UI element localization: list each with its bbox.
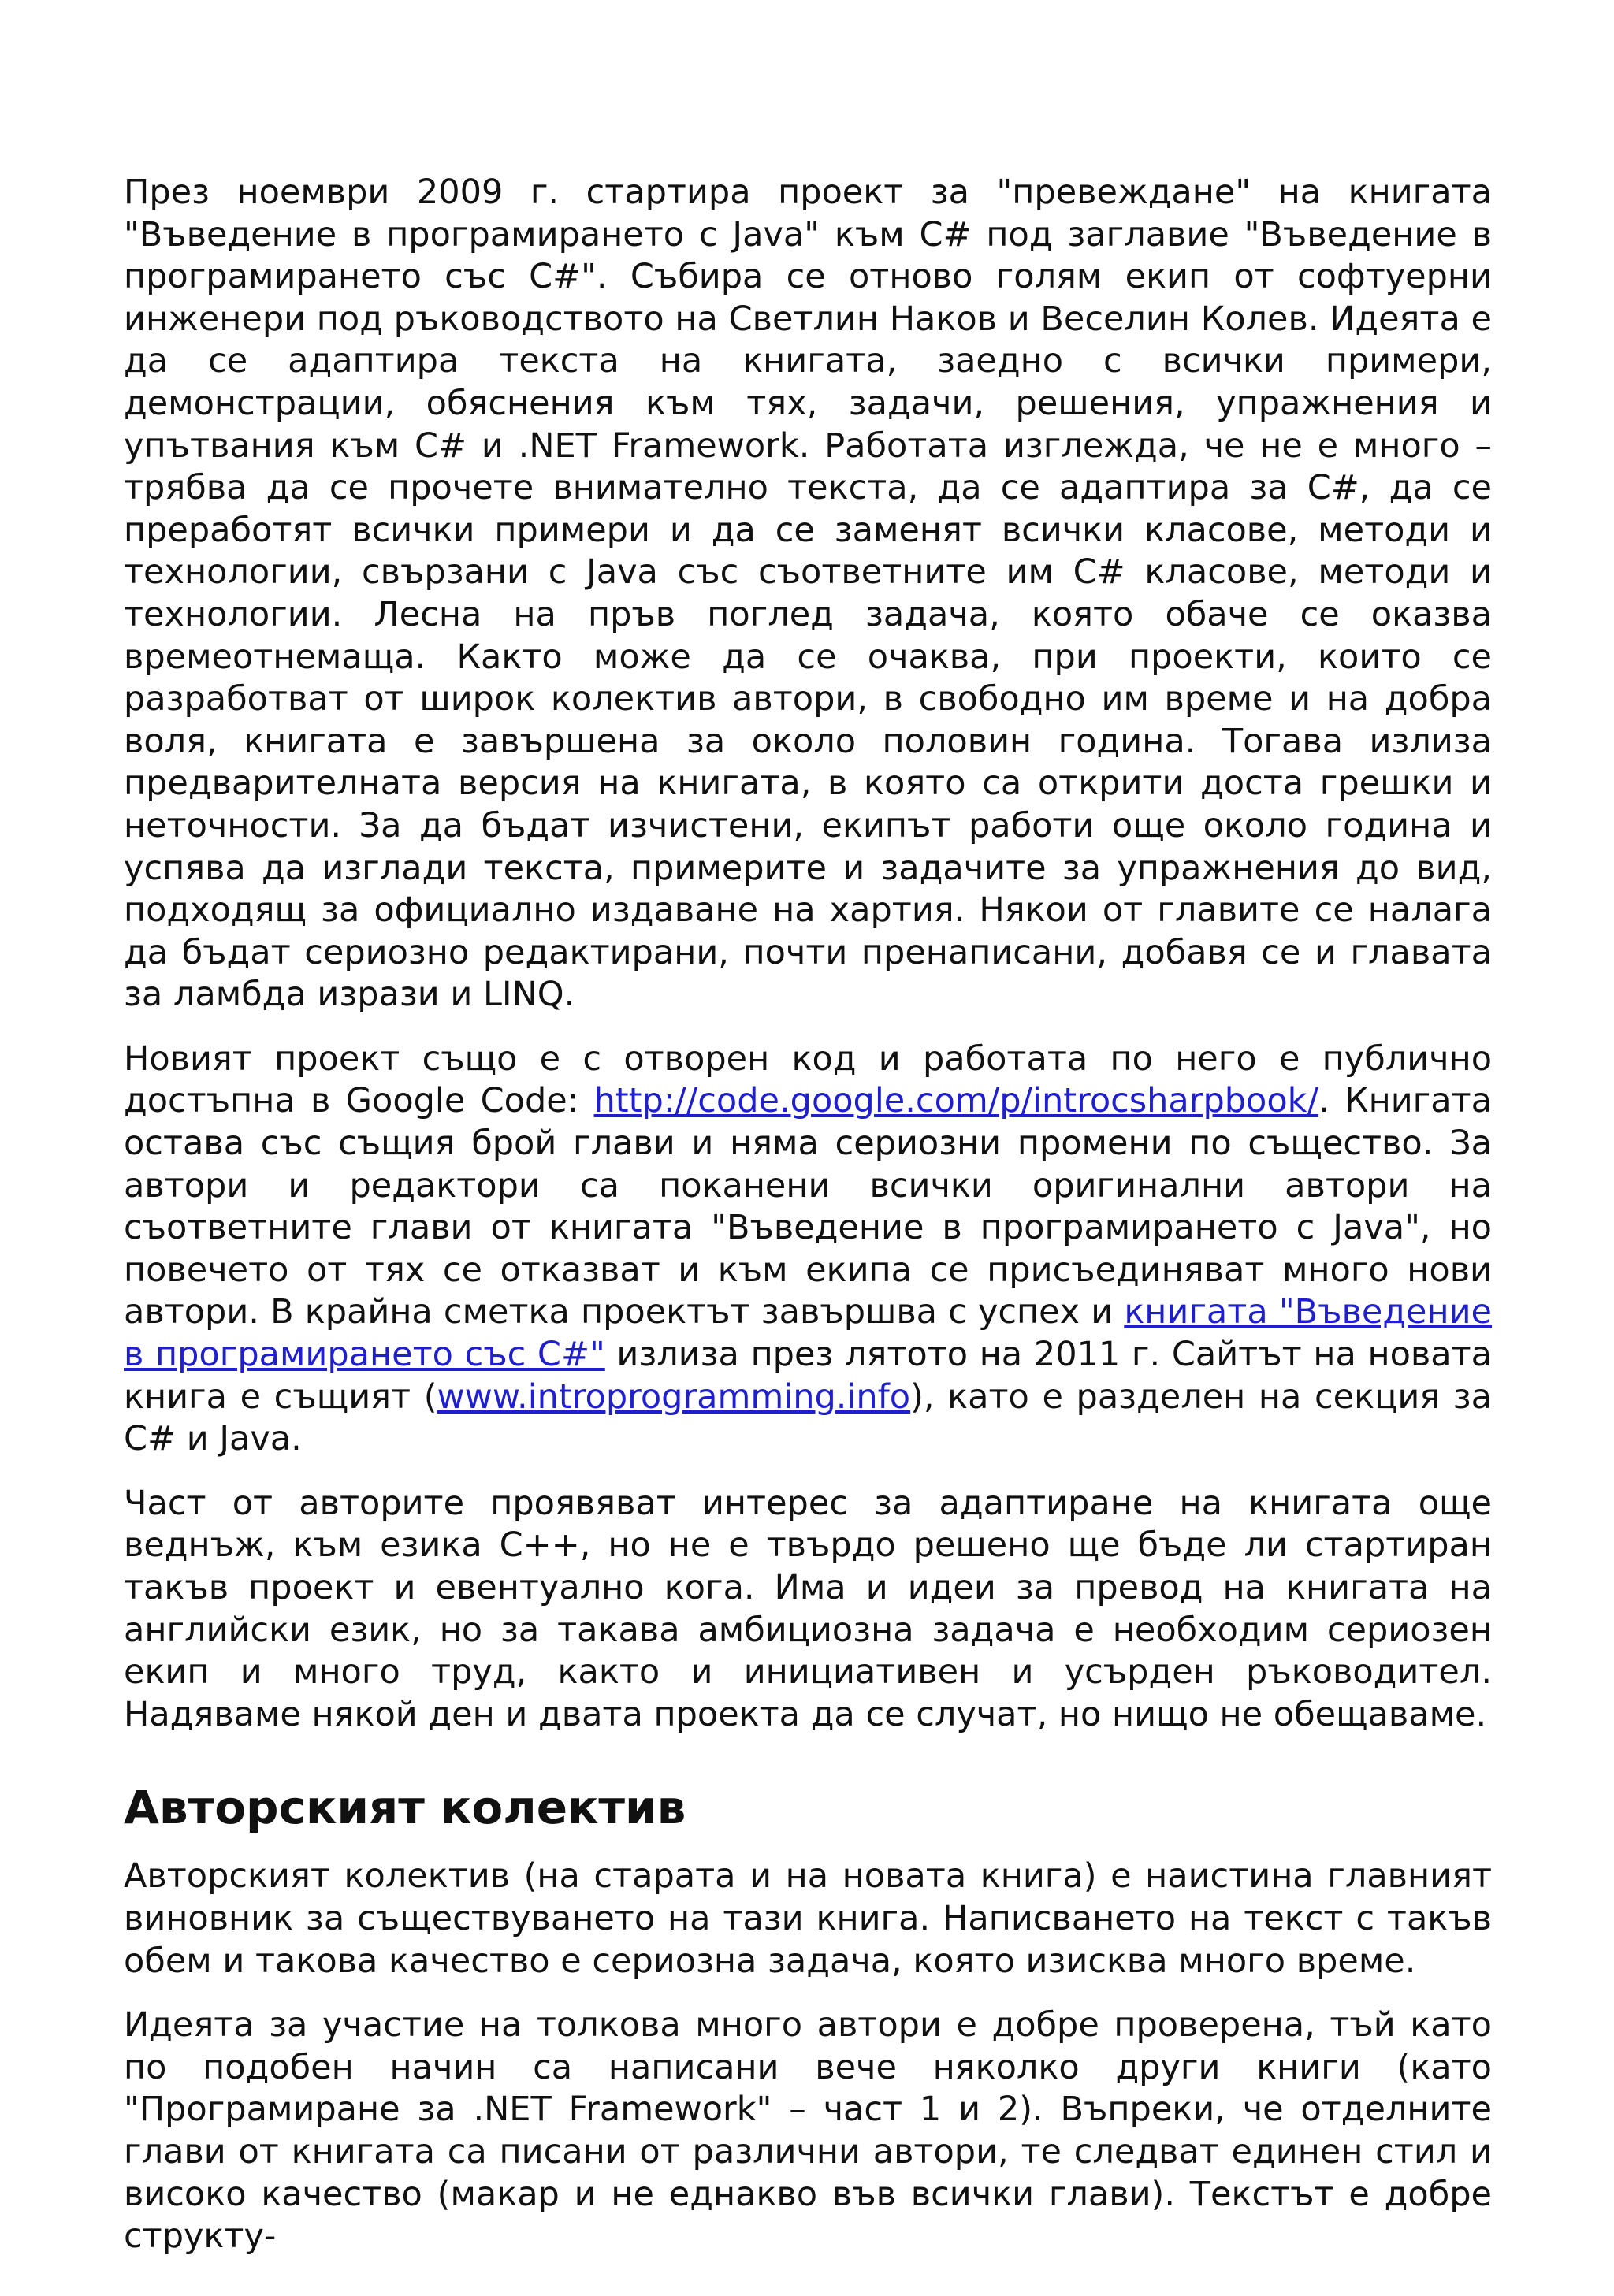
paragraph-text: . Книгата остава със същия брой глави и няма сериозни промени по същество. За автори и редактори са поканени всички оригинални автори на съответните глави от книгата "Въведение в програмирането с Java", но повечето от тях се отказват и към екипа се присъединяват много нови автори. В крайна сметка проектът завършва с успех и <box>124 1081 1492 1332</box>
paragraph-text: Част от авторите проявяват интерес за адаптиране на книгата още веднъж, към езика C++, но не е твърдо решено ще бъде ли стартиран такъв проект и евентуално кога. Има и идеи за превод на книгата на английски език, но за такава амбициозна задача е необходим сериозен екип и много труд, както и инициативен и усърден ръководител. Надяваме някой ден и двата проекта да се случат, но нищо не обещаваме. <box>124 1483 1492 1734</box>
google-code-link[interactable]: http://code.google.com/p/introcsharpbook/ <box>593 1081 1319 1121</box>
paragraph-text: През ноември 2009 г. стартира проект за "превеждане" на книгата "Въведение в програмирането с Java" към C# под заглавие "Въведение в програмирането със C#". Събира се отново голям екип от софтуерни инженери под ръководството на Светлин Наков и Веселин Колев. Идеята е да се адаптира текста на книгата, заедно с всички примери, демонстрации, обяснения към тях, задачи, решения, упражнения и упътвания към C# и .NET Framework. Работата изглежда, че не е много – трябва да се прочете внимателно текста, да се адаптира за C#, да се преработят всички примери и да се заменят всички класове, методи и технологии, свързани с Java със съответните им C# класове, методи и технологии. Лесна на пръв поглед задача, която обаче се оказва времеотнемаща. Както може да се очаква, при проекти, които се разработват от широк колектив автори, в свободно им време и на добра воля, книгата е завършена за около половин година. Тогава излиза предварителната версия на книгата, в която са открити доста грешки и неточности. За да бъдат изчистени, екипът работи още около година и успява да изглади текста, примерите и задачите за упражнения до вид, подходящ за официално издаване на хартия. Някои от главите се налага да бъдат сериозно редактирани, почти пренаписани, добавя се и главата за ламбда изрази и LINQ. <box>124 173 1492 1015</box>
paragraph-text: Авторският колектив (на старата и на новата книга) е наистина главният виновник за съществуването на тази книга. Написването на текст с такъв обем и такова качество е сериозна задача, която изисква много време. <box>124 1856 1492 1981</box>
paragraph-text: излиза през лятото на 2011 г. Сайтът на новата книга е същият ( <box>124 1335 1492 1417</box>
paragraph-text: ), като е разделен на секция за C# и Java. <box>124 1376 1492 1459</box>
paragraph-text: Идеята за участие на толкова много автори е добре проверена, тъй като по подобен начин са написани вече няколко други книги (като "Програмиране за .NET Framework" – част 1 и 2). Въпреки, че отделните глави от книгата са писани от различни автори, те следват единен стил и високо качество (макар и не еднакво във всички глави). Текстът е добре структу- <box>124 2005 1492 2257</box>
paragraph-future-plans <box>124 1483 1492 1737</box>
book-link[interactable]: книгата "Въведение в програмирането със C#" <box>124 1292 1492 1375</box>
paragraph-new-project <box>124 1038 1492 1461</box>
website-link[interactable]: www.introprogramming.info <box>437 1376 911 1417</box>
document-page <box>124 172 1492 2258</box>
paragraph-text: Новият проект също е с отворен код и работата по него е публично достъпна в Google Code: <box>124 1038 1492 1121</box>
paragraph-authors-idea <box>124 2004 1492 2258</box>
paragraph-authors-intro <box>124 1856 1492 1982</box>
section-heading: Авторският колектив <box>124 1781 686 1835</box>
paragraph-csharp-project <box>124 172 1492 1016</box>
